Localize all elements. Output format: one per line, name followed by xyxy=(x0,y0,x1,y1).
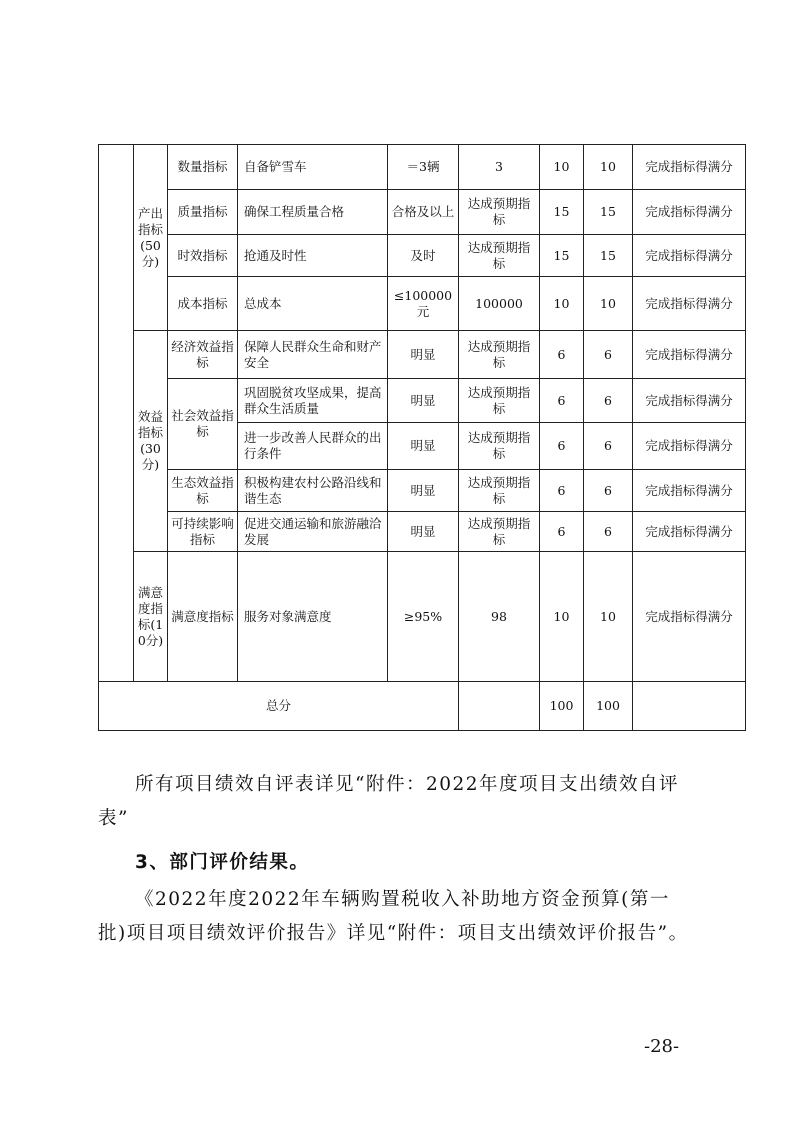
table-row xyxy=(99,552,746,682)
table-row xyxy=(99,379,746,423)
page-number: -28- xyxy=(644,1036,680,1057)
weight-cell: 6 xyxy=(540,512,584,552)
indicator-cell: 社会效益指标 xyxy=(168,379,238,470)
content-cell: 促进交通运输和旅游融洽发展 xyxy=(238,512,388,552)
target-cell: 合格及以上 xyxy=(388,190,459,235)
actual-cell: 达成预期指标 xyxy=(459,512,540,552)
remark-cell: 完成指标得满分 xyxy=(633,470,746,512)
actual-cell: 达成预期指标 xyxy=(459,331,540,379)
table-row xyxy=(99,235,746,277)
total-remark-blank xyxy=(633,682,746,731)
table-row xyxy=(99,190,746,235)
actual-cell: 3 xyxy=(459,145,540,190)
score-cell: 10 xyxy=(584,277,633,331)
category-output: 产出指标(50分) xyxy=(134,145,168,331)
weight-cell: 6 xyxy=(540,331,584,379)
outer-blank-cell xyxy=(99,145,134,682)
total-actual-blank xyxy=(459,682,540,731)
remark-cell: 完成指标得满分 xyxy=(633,512,746,552)
table-row xyxy=(99,470,746,512)
target-cell: 明显 xyxy=(388,331,459,379)
remark-cell: 完成指标得满分 xyxy=(633,331,746,379)
score-cell: 10 xyxy=(584,552,633,682)
score-cell: 6 xyxy=(584,423,633,470)
content-cell: 确保工程质量合格 xyxy=(238,190,388,235)
actual-cell: 达成预期指标 xyxy=(459,423,540,470)
target-cell: ≥95% xyxy=(388,552,459,682)
content-cell: 自备铲雪车 xyxy=(238,145,388,190)
weight-cell: 15 xyxy=(540,235,584,277)
category-benefit: 效益指标(30分) xyxy=(134,331,168,552)
table-row xyxy=(99,331,746,379)
content-cell: 总成本 xyxy=(238,277,388,331)
remark-cell: 完成指标得满分 xyxy=(633,277,746,331)
target-cell: 明显 xyxy=(388,470,459,512)
target-cell: 明显 xyxy=(388,423,459,470)
content-cell: 服务对象满意度 xyxy=(238,552,388,682)
indicator-cell: 经济效益指标 xyxy=(168,331,238,379)
actual-cell: 达成预期指标 xyxy=(459,379,540,423)
indicator-cell: 满意度指标 xyxy=(168,552,238,682)
score-cell: 6 xyxy=(584,470,633,512)
actual-cell: 达成预期指标 xyxy=(459,235,540,277)
table-row xyxy=(99,145,746,190)
indicator-cell: 可持续影响指标 xyxy=(168,512,238,552)
target-cell: 及时 xyxy=(388,235,459,277)
category-satisfaction: 满意度指标(10分) xyxy=(134,552,168,682)
weight-cell: 6 xyxy=(540,423,584,470)
actual-cell: 98 xyxy=(459,552,540,682)
remark-cell: 完成指标得满分 xyxy=(633,235,746,277)
score-cell: 6 xyxy=(584,512,633,552)
content-cell: 积极构建农村公路沿线和谐生态 xyxy=(238,470,388,512)
table-row xyxy=(99,277,746,331)
section-heading: 3、部门评价结果。 xyxy=(135,852,310,873)
total-weight: 100 xyxy=(540,682,584,731)
weight-cell: 6 xyxy=(540,470,584,512)
indicator-cell: 生态效益指标 xyxy=(168,470,238,512)
total-label: 总分 xyxy=(99,682,459,731)
indicator-cell: 质量指标 xyxy=(168,190,238,235)
weight-cell: 10 xyxy=(540,145,584,190)
remark-cell: 完成指标得满分 xyxy=(633,379,746,423)
target-cell: 明显 xyxy=(388,512,459,552)
weight-cell: 15 xyxy=(540,190,584,235)
indicator-cell: 数量指标 xyxy=(168,145,238,190)
target-cell: ≤100000元 xyxy=(388,277,459,331)
content-cell: 抢通及时性 xyxy=(238,235,388,277)
total-row xyxy=(99,682,746,731)
target-cell: ＝3辆 xyxy=(388,145,459,190)
target-cell: 明显 xyxy=(388,379,459,423)
actual-cell: 达成预期指标 xyxy=(459,190,540,235)
performance-table xyxy=(98,144,746,731)
content-cell: 进一步改善人民群众的出行条件 xyxy=(238,423,388,470)
remark-cell: 完成指标得满分 xyxy=(633,423,746,470)
table-row xyxy=(99,512,746,552)
remark-cell: 完成指标得满分 xyxy=(633,552,746,682)
score-cell: 6 xyxy=(584,379,633,423)
content-cell: 保障人民群众生命和财产安全 xyxy=(238,331,388,379)
content-cell: 巩固脱贫攻坚成果，提高群众生活质量 xyxy=(238,379,388,423)
self-evaluation-note: 所有项目绩效自评表详见“附件：2022年度项目支出绩效自评表” xyxy=(98,774,680,829)
score-cell: 6 xyxy=(584,331,633,379)
remark-cell: 完成指标得满分 xyxy=(633,145,746,190)
evaluation-report-note: 《2022年度2022年车辆购置税收入补助地方资金预算(第一批)项目项目绩效评价报告》详见“附件：项目支出绩效评价报告”。 xyxy=(98,889,689,944)
score-cell: 10 xyxy=(584,145,633,190)
score-cell: 15 xyxy=(584,190,633,235)
indicator-cell: 时效指标 xyxy=(168,235,238,277)
weight-cell: 10 xyxy=(540,277,584,331)
actual-cell: 达成预期指标 xyxy=(459,470,540,512)
weight-cell: 6 xyxy=(540,379,584,423)
total-score: 100 xyxy=(584,682,633,731)
score-cell: 15 xyxy=(584,235,633,277)
indicator-cell: 成本指标 xyxy=(168,277,238,331)
remark-cell: 完成指标得满分 xyxy=(633,190,746,235)
weight-cell: 10 xyxy=(540,552,584,682)
actual-cell: 100000 xyxy=(459,277,540,331)
